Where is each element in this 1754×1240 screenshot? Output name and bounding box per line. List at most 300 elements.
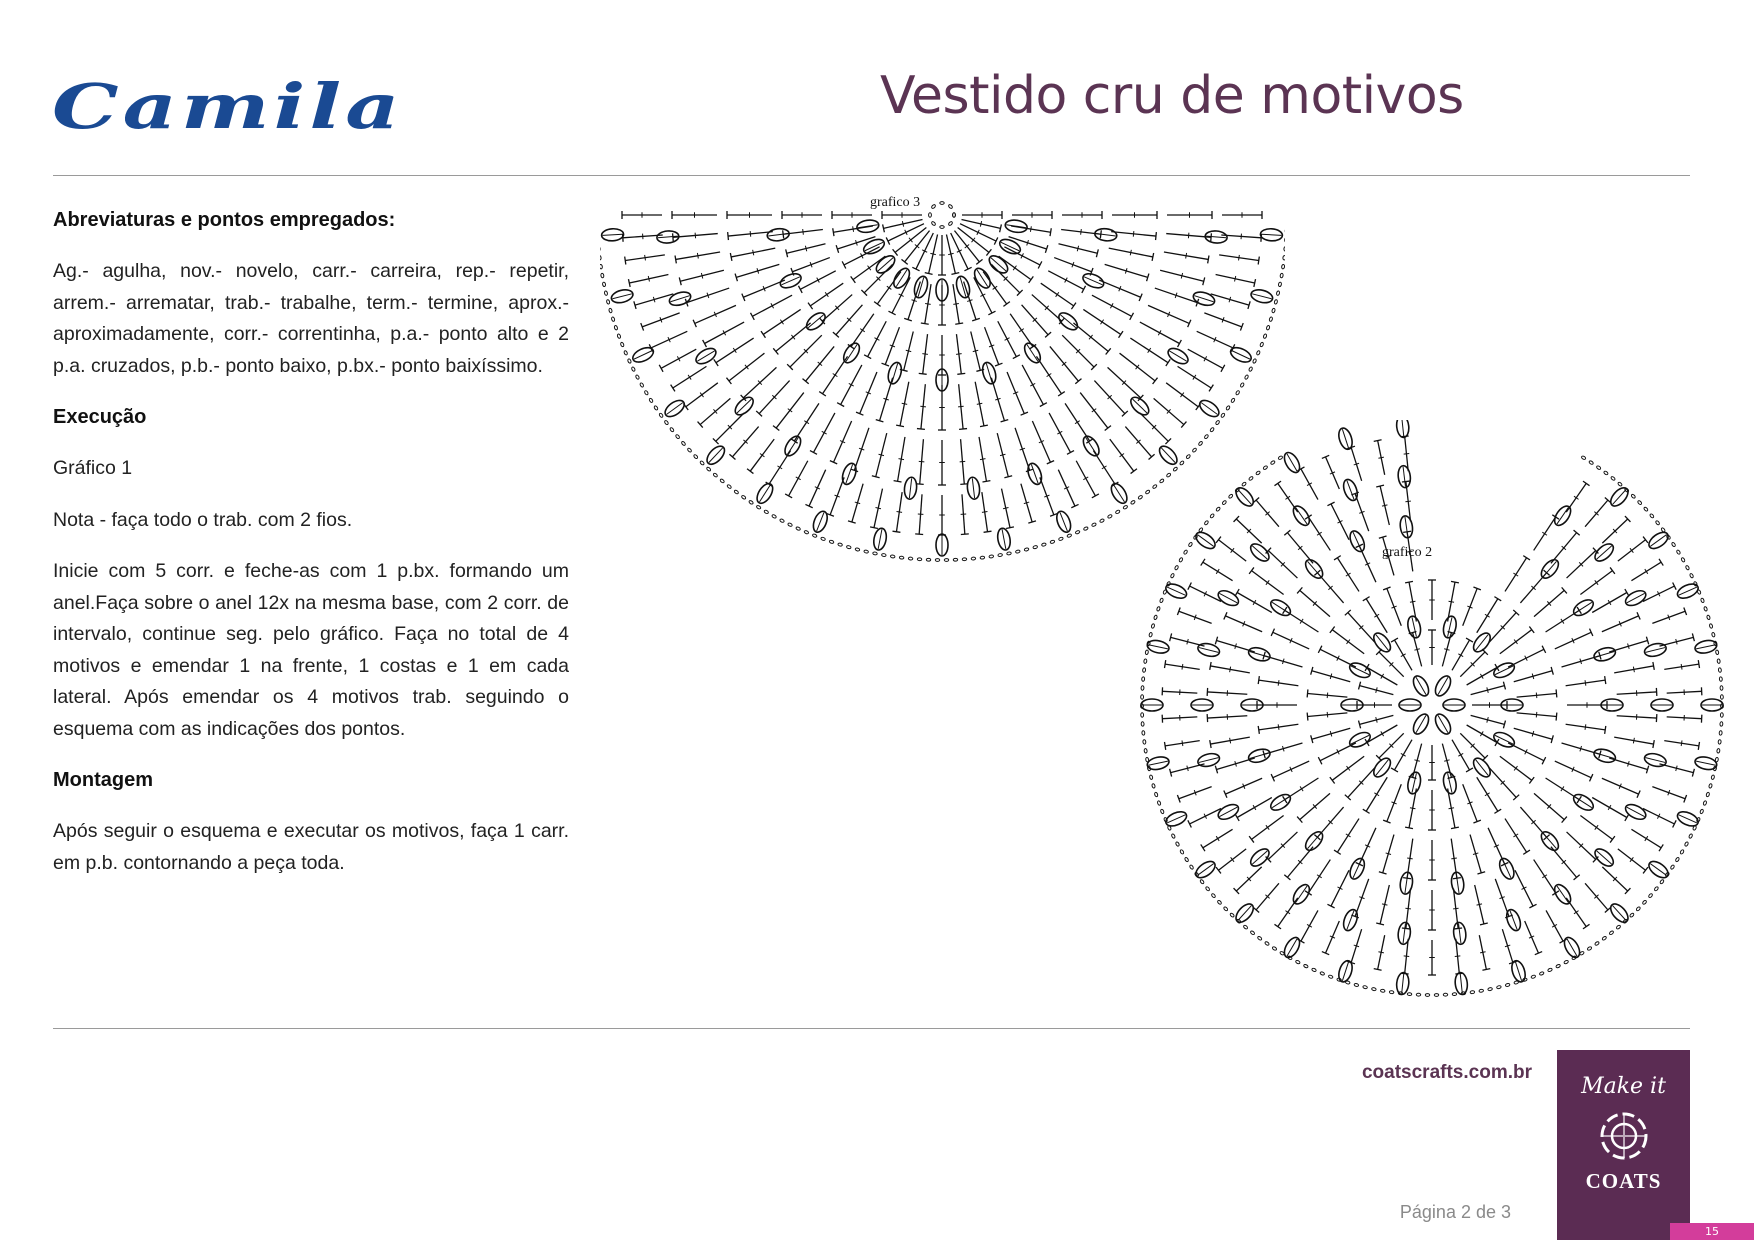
stitch-top-bar: [1374, 969, 1382, 971]
chain-stitch: [1700, 598, 1704, 603]
chain-stitch: [1211, 893, 1216, 898]
chain-stitch: [953, 558, 958, 561]
puff-stitch-line: [1342, 429, 1348, 448]
puff-stitch-line: [1252, 546, 1267, 559]
chain-stitch: [1283, 255, 1285, 260]
stitch-top-bar: [1258, 726, 1259, 734]
chain-stitch: [1200, 879, 1205, 884]
stitch-cross-bar: [902, 403, 907, 404]
chain-stitch: [908, 557, 913, 560]
stitch-top-bar: [1494, 809, 1501, 813]
chain-stitch: [1154, 615, 1158, 620]
stitch-top-bar: [894, 481, 902, 482]
stitch-top-bar: [1405, 581, 1413, 582]
chain-stitch: [1654, 886, 1659, 891]
chain-stitch: [1715, 757, 1719, 762]
stitch-cross-bar: [1453, 908, 1459, 909]
puff-stitch-line: [909, 478, 911, 498]
stitch-top-bar: [1529, 777, 1534, 783]
chain-stitch: [1141, 713, 1144, 717]
chain-stitch: [1689, 573, 1693, 578]
stitch-top-bar: [1405, 827, 1413, 828]
stitch-cross-bar: [1676, 639, 1677, 644]
stitch-top-bar: [1235, 814, 1239, 821]
chain-stitch: [917, 558, 922, 561]
puff-stitch-line: [1597, 851, 1612, 864]
chain-stitch: [1363, 985, 1368, 989]
chain-stitch: [929, 213, 932, 217]
stitch-top-bar: [773, 426, 779, 431]
chain-stitch: [1276, 291, 1280, 296]
puff-stitch-line: [737, 399, 751, 413]
stitch-cross-bar: [953, 303, 959, 304]
chain-stitch: [1250, 930, 1255, 935]
stitch-top-bar: [1071, 303, 1076, 310]
chain-stitch: [1255, 470, 1260, 475]
chain-stitch: [989, 555, 994, 558]
chain-stitch: [1204, 520, 1209, 525]
stitch-top-bar: [1451, 581, 1459, 582]
chain-stitch: [1661, 527, 1666, 532]
puff-stitch-line: [986, 364, 992, 383]
chain-stitch: [1156, 606, 1160, 611]
chain-stitch: [631, 367, 635, 372]
chain-stitch: [926, 558, 931, 561]
stitch-cross-bar: [1404, 956, 1410, 957]
stitch-cross-bar: [982, 512, 988, 513]
chain-stitch: [1303, 964, 1308, 968]
stitch-top-bar: [1029, 276, 1034, 282]
stitch-top-bar: [1698, 660, 1699, 668]
chain-stitch: [1243, 925, 1248, 930]
stitch-cross-bar: [973, 350, 978, 351]
stitch-top-bar: [1454, 928, 1462, 929]
stitch-top-bar: [1105, 426, 1111, 431]
stitch-cross-bar: [1382, 505, 1387, 506]
stitch-top-bar: [1556, 713, 1557, 721]
puff-stitch-line: [1194, 296, 1213, 302]
stitch-top-bar: [1605, 726, 1606, 734]
chain-stitch: [1149, 632, 1153, 637]
puff-stitch-line: [1096, 234, 1116, 236]
chain-stitch: [1083, 526, 1088, 530]
stitch-top-bar: [1208, 255, 1209, 263]
stitch-cross-bar: [1382, 904, 1387, 905]
puff-stitch-line: [808, 315, 823, 328]
puff-stitch-line: [1405, 517, 1408, 537]
stitch-cross-bar: [1633, 667, 1634, 673]
chain-stitch: [669, 427, 674, 432]
chart-2-label: grafico 2: [1382, 545, 1433, 560]
stitch-top-bar: [1451, 827, 1459, 828]
stitch-top-bar: [726, 378, 731, 384]
chain-stitch: [971, 557, 976, 560]
stitch-cross-bar: [1487, 717, 1488, 722]
stitch-cross-bar: [1444, 649, 1449, 650]
stitch-top-bar: [808, 303, 813, 310]
chain-stitch: [734, 490, 739, 495]
stitch-top-bar: [625, 257, 626, 265]
chain-stitch: [1099, 518, 1104, 523]
stitch-top-bar: [1334, 850, 1341, 854]
chain-stitch: [675, 434, 680, 439]
stitch-cross-bar: [1376, 717, 1377, 722]
chain-stitch: [1266, 325, 1270, 330]
chain-stitch: [1514, 981, 1519, 985]
chain-stitch: [1033, 545, 1038, 549]
puff-stitch-line: [1308, 561, 1321, 576]
stitch-cross-bar: [1404, 454, 1410, 455]
chain-stitch: [1145, 650, 1149, 655]
puff-stitch-line: [603, 234, 623, 235]
stitch-cross-bar: [980, 459, 986, 460]
stitch-top-bar: [961, 534, 969, 535]
stitch-top-bar: [728, 232, 729, 240]
chain-stitch: [1675, 857, 1680, 862]
stitch-cross-bar: [1407, 858, 1413, 859]
stitch-cross-bar: [1187, 639, 1188, 644]
corner-watermark: 15: [1670, 1223, 1754, 1240]
stitch-top-bar: [1605, 676, 1606, 684]
chain-stitch: [1676, 550, 1681, 555]
stitch-top-bar: [1050, 228, 1051, 236]
puff-stitch-line: [1595, 753, 1614, 759]
stitch-top-bar: [1307, 689, 1308, 697]
puff-stitch-line: [1148, 645, 1168, 649]
stitch-cross-bar: [1181, 273, 1182, 278]
chain-stitch: [1235, 390, 1240, 395]
stitch-top-bar: [1625, 589, 1629, 596]
chain-stitch: [772, 514, 777, 519]
chain-stitch: [727, 484, 732, 489]
chain-stitch: [1371, 987, 1376, 991]
stitch-top-bar: [1376, 485, 1384, 487]
stitch-top-bar: [1006, 527, 1014, 529]
chain-stitch: [1531, 975, 1536, 979]
puff-stitch-line: [892, 364, 898, 383]
chain-stitch: [1141, 686, 1144, 691]
stitch-top-bar: [1201, 844, 1205, 851]
stitch-cross-bar: [1000, 454, 1005, 455]
stitch-cross-bar: [1455, 956, 1461, 957]
brand-name: COATS: [1585, 1169, 1662, 1193]
stitch-top-bar: [1153, 378, 1158, 384]
chain-stitch: [821, 537, 826, 541]
chain-stitch: [1715, 650, 1719, 655]
stitch-top-bar: [1156, 232, 1157, 240]
chain-stitch: [1711, 775, 1715, 780]
stitch-cross-bar: [645, 255, 646, 261]
stitch-top-bar: [1000, 224, 1002, 232]
stitch-top-bar: [730, 253, 732, 261]
stitch-top-bar: [1556, 689, 1557, 697]
stitch-cross-bar: [1376, 687, 1377, 692]
chain-stitch: [1496, 985, 1501, 989]
chain-stitch: [1389, 990, 1394, 993]
chain-stitch: [1564, 960, 1569, 965]
chain-stitch: [1145, 757, 1149, 762]
stitch-cross-bar: [906, 350, 911, 351]
stitch-cross-bar: [977, 403, 982, 404]
chain-stitch: [1241, 482, 1246, 487]
chain-stitch: [948, 221, 953, 226]
chain-stitch: [1706, 615, 1710, 620]
chain-stitch: [899, 556, 904, 559]
puff-stitch-line: [1476, 635, 1488, 651]
stitch-top-bar: [747, 469, 753, 474]
chain-stitch: [846, 545, 851, 549]
chart-3-label: grafico 3: [870, 195, 921, 210]
chain-stitch: [1642, 900, 1647, 905]
stitch-top-bar: [1235, 589, 1239, 596]
stitch-top-bar: [1583, 481, 1590, 486]
puff-stitch-line: [1061, 315, 1076, 328]
chain-stitch: [1151, 624, 1155, 629]
stitch-top-bar: [1274, 481, 1281, 486]
stitch-top-bar: [1210, 662, 1211, 670]
chain-stitch: [1188, 542, 1193, 547]
stitch-cross-bar: [1414, 649, 1419, 650]
stitch-cross-bar: [1239, 255, 1240, 261]
stitch-top-bar: [1529, 626, 1534, 632]
chain-stitch: [1263, 334, 1267, 339]
chain-stitch: [1637, 500, 1642, 505]
stitch-top-bar: [671, 385, 675, 392]
stitch-cross-bar: [648, 276, 649, 281]
stitch-top-bar: [1258, 676, 1259, 684]
website-link[interactable]: coatscrafts.com.br: [1361, 1062, 1532, 1083]
chain-stitch: [1264, 941, 1269, 946]
assembly-heading: Montagem: [53, 769, 153, 791]
puff-stitch-line: [1308, 833, 1321, 848]
chain-stitch: [609, 308, 613, 313]
puff-stitch-line: [1696, 761, 1716, 765]
stitch-top-bar: [919, 373, 927, 374]
stitch-top-bar: [1165, 742, 1166, 750]
stitch-cross-bar: [1410, 808, 1416, 809]
stitch-cross-bar: [697, 253, 698, 259]
chain-stitch: [1152, 783, 1156, 788]
abbreviations-text: Ag.- agulha, nov.- novelo, carr.- carreira, rep.- repetir, arrem.- arrematar, trab.- trabalhe, term.- termine, aprox.- aproximadamente, corr.- correntinha, p.a.- ponto alto e 2 p.a. cruzados, p.b.- ponto baixo, p.bx.- ponto baixíssimo.: [53, 260, 569, 377]
puff-stitch-line: [1597, 546, 1612, 559]
chain-stitch: [1024, 548, 1029, 552]
puff-stitch-line: [1133, 399, 1147, 413]
stitch-top-bar: [951, 273, 959, 275]
puff-stitch-line: [1405, 873, 1408, 893]
stitch-cross-bar: [948, 253, 953, 254]
chain-stitch: [1434, 994, 1438, 997]
chain-stitch: [681, 441, 686, 446]
chain-stitch: [1144, 659, 1147, 664]
chain-stitch: [1295, 960, 1300, 965]
stitch-top-bar: [1659, 559, 1663, 566]
stitch-top-bar: [1653, 662, 1654, 670]
puff-stitch-line: [1002, 529, 1006, 549]
chain-stitch: [1230, 913, 1235, 918]
stitch-cross-bar: [1327, 712, 1328, 718]
chain-stitch: [1416, 993, 1421, 996]
chain-stitch: [1142, 677, 1145, 682]
chain-stitch: [1629, 913, 1634, 918]
chain-stitch: [1189, 864, 1194, 869]
puff-stitch-line: [1376, 635, 1388, 651]
stitch-top-bar: [1643, 867, 1648, 873]
stitch-cross-bar: [1130, 250, 1131, 255]
puff-stitch-line: [1250, 753, 1269, 759]
stitch-top-bar: [957, 373, 965, 374]
chain-stitch: [1067, 534, 1072, 538]
chain-stitch: [614, 325, 618, 330]
chain-stitch: [1050, 540, 1055, 544]
page-number: Página 2 de 3: [1399, 1202, 1511, 1222]
chain-stitch: [1649, 513, 1654, 518]
chain-stitch: [890, 555, 895, 558]
chain-stitch: [764, 510, 769, 515]
chain-stitch: [855, 548, 860, 552]
stitch-cross-bar: [1449, 601, 1455, 602]
chain-stitch: [624, 350, 628, 355]
stitch-top-bar: [1402, 481, 1410, 482]
chain-stitch: [804, 530, 809, 534]
stitch-top-bar: [915, 534, 923, 535]
stitch-cross-bar: [750, 231, 751, 237]
chain-stitch: [1719, 731, 1722, 736]
puff-stitch-line: [1460, 974, 1462, 994]
chain-stitch: [1624, 488, 1629, 493]
stitch-cross-bar: [1585, 680, 1586, 686]
stitch-top-bar: [1391, 638, 1398, 642]
chain-stitch: [1270, 460, 1275, 465]
chain-stitch: [1272, 308, 1276, 313]
stitch-cross-bar: [1487, 687, 1488, 692]
stitch-cross-bar: [1081, 229, 1082, 235]
stitch-top-bar: [917, 429, 925, 430]
chain-stitch: [649, 398, 654, 403]
chain-stitch: [1170, 573, 1174, 578]
chain-stitch: [812, 534, 817, 538]
stitch-cross-bar: [1451, 858, 1457, 859]
stitch-top-bar: [1625, 814, 1629, 821]
puff-stitch-line: [1148, 761, 1168, 765]
chain-stitch: [873, 552, 878, 556]
stitch-cross-bar: [1327, 693, 1328, 699]
chain-stitch: [1142, 668, 1145, 673]
celtic-knot-icon: [1595, 1107, 1653, 1165]
chain-stitch: [1407, 993, 1412, 996]
chain-stitch: [1260, 342, 1264, 347]
chain-stitch: [1610, 476, 1615, 481]
stitch-top-bar: [1058, 392, 1065, 396]
chain-stitch: [1252, 358, 1256, 363]
chain-stitch: [1007, 552, 1012, 556]
chain-stitch: [1700, 809, 1704, 814]
stitch-cross-bar: [899, 459, 905, 460]
chain-stitch: [1711, 632, 1715, 637]
chain-stitch: [604, 291, 608, 296]
chain-stitch: [654, 405, 659, 410]
stitch-top-bar: [921, 323, 929, 324]
stitch-cross-bar: [930, 253, 935, 254]
chain-stitch: [1703, 800, 1707, 805]
puff-stitch-line: [1252, 851, 1267, 864]
chain-stitch: [1488, 987, 1493, 991]
stitch-cross-bar: [956, 354, 962, 355]
chain-stitch: [1278, 282, 1282, 287]
stitch-cross-bar: [805, 246, 806, 251]
puff-stitch-line: [1238, 906, 1251, 921]
chain-stitch: [1697, 589, 1701, 594]
instructions-column: [53, 205, 569, 899]
chain-stitch: [1720, 713, 1723, 717]
chain-stitch: [1443, 993, 1448, 996]
stitch-cross-bar: [902, 221, 903, 226]
chain-stitch: [1142, 731, 1145, 736]
assembly-text: Após seguir o esquema e executar os motivos, faça 1 carr. em p.b. contornando a peça toda.: [53, 820, 569, 874]
chain-stitch: [1183, 550, 1188, 555]
chain-stitch: [1216, 507, 1221, 512]
stitch-cross-bar: [980, 221, 981, 226]
chain-stitch: [1269, 317, 1273, 322]
stitch-cross-bar: [1278, 680, 1279, 686]
chain-stitch: [1240, 382, 1245, 387]
stitch-cross-bar: [1681, 740, 1682, 746]
chain-stitch: [1328, 975, 1333, 979]
chain-stitch: [1709, 624, 1713, 629]
puff-stitch-line: [1515, 962, 1521, 981]
chain-stitch: [980, 556, 985, 559]
chain-stitch: [1171, 833, 1175, 838]
stitch-top-bar: [1376, 923, 1384, 925]
puff-stitch-line: [878, 529, 882, 549]
chain-stitch: [1257, 936, 1262, 941]
stitch-top-bar: [1523, 556, 1530, 560]
stitch-cross-bar: [1536, 693, 1537, 699]
chain-stitch: [1223, 906, 1228, 911]
chain-stitch: [1718, 668, 1721, 673]
chain-stitch: [601, 273, 605, 278]
chain-stitch: [1631, 494, 1636, 499]
chain-stitch: [1205, 886, 1210, 891]
chain-stitch: [1174, 565, 1179, 570]
stitch-top-bar: [984, 531, 992, 532]
chain-stitch: [1648, 893, 1653, 898]
stitch-cross-bar: [1187, 766, 1188, 771]
chain-stitch: [940, 202, 944, 205]
chain-stitch: [1720, 722, 1723, 727]
puff-stitch-line: [1696, 645, 1716, 649]
stitch-top-bar: [1402, 928, 1410, 929]
chain-stitch: [1107, 514, 1112, 519]
chain-stitch: [1144, 748, 1147, 753]
chain-stitch: [881, 553, 886, 557]
chain-stitch: [659, 413, 664, 418]
stitch-top-bar: [1330, 626, 1335, 632]
chain-stitch: [1479, 989, 1484, 993]
stitch-top-bar: [1249, 567, 1254, 573]
chain-stitch: [838, 543, 843, 547]
chain-stitch: [1235, 488, 1240, 493]
stitch-top-bar: [761, 331, 765, 338]
chain-stitch: [1180, 849, 1185, 854]
stitch-top-bar: [1254, 279, 1256, 287]
puff-stitch-line: [1543, 561, 1556, 576]
chain-stitch: [627, 358, 631, 363]
chain-stitch: [779, 518, 784, 523]
chain-stitch: [935, 559, 939, 562]
chain-stitch: [1587, 946, 1592, 951]
chain-stitch: [1278, 455, 1283, 460]
stitch-top-bar: [980, 425, 988, 427]
